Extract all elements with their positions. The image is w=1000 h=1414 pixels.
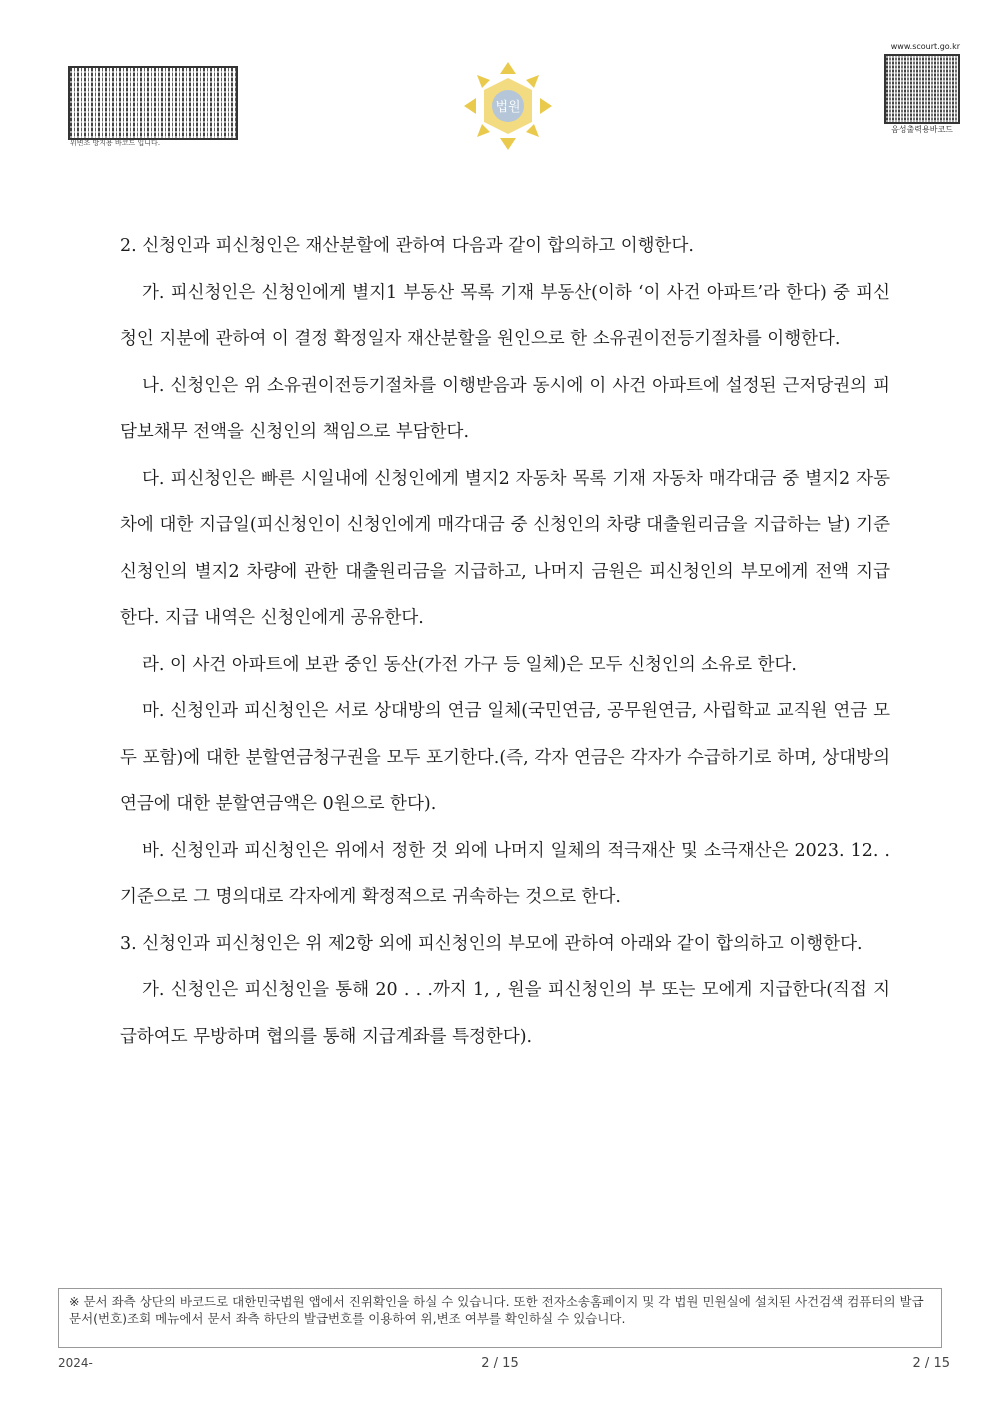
issue-number: 2024- <box>58 1356 93 1370</box>
voice-output-barcode <box>884 54 960 124</box>
item-2-ma: 마. 신청인과 피신청인은 서로 상대방의 연금 일체(국민연금, 공무원연금, 사립학교 교직원 연금 모두 포함)에 대한 분할연금청구권을 모두 포기한다.(즉, 각자 연금은 각자가 수급하기로 하며, 상대방의 연금에 대한 분할연금액은 0원으로 한다). <box>120 701 890 814</box>
item-2-ba: 바. 신청인과 피신청인은 위에서 정한 것 외에 나머지 일체의 적극재산 및 소극재산은 2023. 12. . 기준으로 그 명의대로 각자에게 확정적으로 귀속하는 것으로 한다. <box>120 840 890 907</box>
emblem-text: 법원 <box>495 100 521 115</box>
voice-output-barcode-caption: 음성출력용바코드 <box>891 125 953 134</box>
court-website-url: www.scourt.go.kr <box>890 42 960 51</box>
item-2-ga: 가. 피신청인은 신청인에게 별지1 부동산 목록 기재 부동산(이하 ‘이 사건 아파트’라 한다) 중 피신청인 지분에 관하여 이 결정 확정일자 재산분할을 원인으로 한 소유권이전등기절차를 이행한다. <box>120 282 890 349</box>
anti-forgery-barcode <box>68 66 238 140</box>
section-2-heading: 2. 신청인과 피신청인은 재산분할에 관하여 다음과 같이 합의하고 이행한다. <box>120 236 694 256</box>
page-number-center: 2 / 15 <box>481 1356 519 1371</box>
verification-notice: ※ 문서 좌측 상단의 바코드로 대한민국법원 앱에서 진위확인을 하실 수 있습니다. 또한 전자소송홈페이지 및 각 법원 민원실에 설치된 사건검색 컴퓨터의 발급문서(번호)조회 메뉴에서 문서 좌측 하단의 발급번호를 이용하여 위,변조 여부를 확인하실 수 있습니다. <box>58 1288 942 1348</box>
item-2-ra: 라. 이 사건 아파트에 보관 중인 동산(가전 가구 등 일체)은 모두 신청인의 소유로 한다. <box>142 654 797 675</box>
item-3-ga: 가. 신청인은 피신청인을 통해 20 . . .까지 1, , 원을 피신청인의 부 또는 모에게 지급한다(직접 지급하여도 무방하며 협의를 통해 지급계좌를 특정한다). <box>120 980 890 1047</box>
court-emblem-icon <box>462 60 554 152</box>
document-body <box>120 223 890 1060</box>
item-2-da: 다. 피신청인은 빠른 시일내에 신청인에게 별지2 자동차 목록 기재 자동차 매각대금 중 별지2 자동차에 대한 지급일(피신청인이 신청인에게 매각대금 중 신청인의 차량 대출원리금을 지급하는 날) 기준 신청인의 별지2 차량에 관한 대출원리금을 지급하고, 나머지 금원은 피신청인의 부모에게 전액 지급한다. 지급 내역은 신청인에게 공유한다. <box>120 468 890 628</box>
item-2-na: 나. 신청인은 위 소유권이전등기절차를 이행받음과 동시에 이 사건 아파트에 설정된 근저당권의 피담보채무 전액을 신청인의 책임으로 부담한다. <box>120 375 890 442</box>
page-number-right: 2 / 15 <box>912 1356 950 1371</box>
section-3-heading: 3. 신청인과 피신청인은 위 제2항 외에 피신청인의 부모에 관하여 아래와 같이 합의하고 이행한다. <box>120 933 863 954</box>
anti-forgery-barcode-caption: 위변조 방지용 바코드 입니다. <box>70 139 161 147</box>
